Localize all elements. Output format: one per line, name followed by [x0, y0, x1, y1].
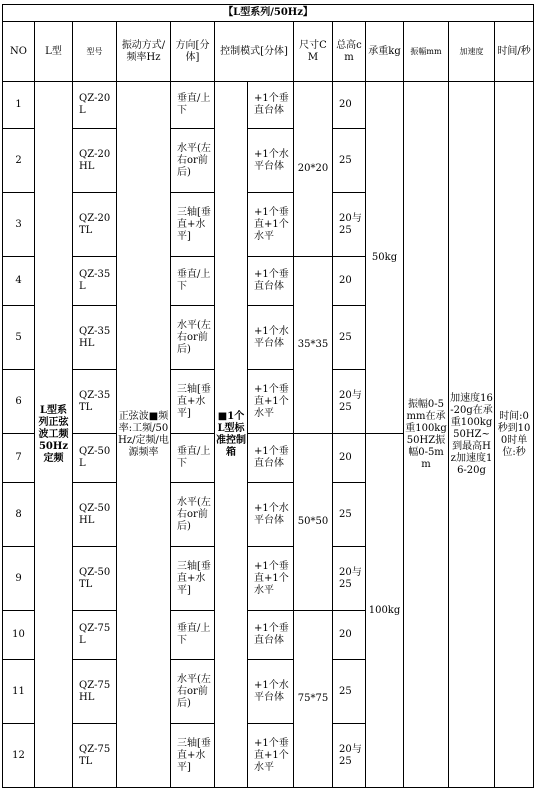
direction-cell: 三轴[垂直+水平]: [171, 193, 215, 257]
direction-cell: 水平(左右or前后): [171, 660, 215, 724]
height-cell: 25: [333, 306, 366, 370]
model-cell: QZ-75HL: [73, 660, 117, 724]
direction-cell: 水平(左右or前后): [171, 483, 215, 547]
header-load: 承重kg: [366, 22, 404, 82]
control-cell: +1个水平台体: [248, 483, 294, 547]
height-cell: 20: [333, 82, 366, 129]
height-cell: 20与25: [333, 370, 366, 434]
size-cell-35: 35*35: [294, 257, 333, 434]
model-cell: QZ-20TL: [73, 193, 117, 257]
row-no: 4: [3, 257, 35, 306]
control-cell: +1个垂直+1个水平: [248, 193, 294, 257]
header-amplitude: 振幅mm: [404, 22, 449, 82]
height-cell: 20: [333, 434, 366, 483]
header-vibration: 振动方式/频率Hz: [117, 22, 171, 82]
acceleration-cell: 加速度16-20g在承重100kg 50HZ~到最高Hz加速度16-20g: [449, 82, 495, 788]
header-height: 总高cm: [333, 22, 366, 82]
direction-cell: 水平(左右or前后): [171, 129, 215, 193]
model-cell: QZ-75TL: [73, 724, 117, 788]
title-row: [3, 5, 534, 22]
control-cell: +1个垂直+1个水平: [248, 370, 294, 434]
height-cell: 20与25: [333, 193, 366, 257]
direction-cell: 垂直/上下: [171, 611, 215, 660]
control-cell: +1个垂直台体: [248, 434, 294, 483]
spec-table: [2, 4, 534, 788]
direction-cell: 三轴[垂直+水平]: [171, 370, 215, 434]
control-cell: +1个垂直台体: [248, 611, 294, 660]
header-size: 尺寸CM: [294, 22, 333, 82]
header-time: 时间/秒: [495, 22, 534, 82]
direction-cell: 垂直/上下: [171, 434, 215, 483]
load-cell-100: 100kg: [366, 434, 404, 788]
row-no: 3: [3, 193, 35, 257]
header-ltype: L型: [35, 22, 73, 82]
row-no: 6: [3, 370, 35, 434]
header-model: 型号: [73, 22, 117, 82]
height-cell: 20: [333, 611, 366, 660]
row-no: 1: [3, 82, 35, 129]
model-cell: QZ-50TL: [73, 547, 117, 611]
height-cell: 20与25: [333, 547, 366, 611]
time-cell: 时间:0秒到100时单位:秒: [495, 82, 534, 788]
header-control: 控制模式[分体]: [215, 22, 294, 82]
height-cell: 25: [333, 483, 366, 547]
control-cell: +1个垂直+1个水平: [248, 547, 294, 611]
header-row: [3, 22, 534, 82]
header-acceleration: 加速度: [449, 22, 495, 82]
control-cell: +1个垂直台体: [248, 257, 294, 306]
height-cell: 25: [333, 660, 366, 724]
size-cell-20: 20*20: [294, 82, 333, 257]
l-type-cell: L型系列正弦波工频50Hz定频: [35, 82, 73, 788]
row-no: 11: [3, 660, 35, 724]
model-cell: QZ-50HL: [73, 483, 117, 547]
control-cell: +1个垂直+1个水平: [248, 724, 294, 788]
control-cell: +1个垂直台体: [248, 82, 294, 129]
amplitude-cell: 振幅0-5mm在承重100kg 50HZ振幅0-5mm: [404, 82, 449, 788]
height-cell: 25: [333, 129, 366, 193]
header-direction: 方向[分体]: [171, 22, 215, 82]
direction-cell: 垂直/上下: [171, 257, 215, 306]
height-cell: 20与25: [333, 724, 366, 788]
model-cell: QZ-20HL: [73, 129, 117, 193]
row-no: 10: [3, 611, 35, 660]
control-cell: +1个水平台体: [248, 129, 294, 193]
model-cell: QZ-50L: [73, 434, 117, 483]
direction-cell: 水平(左右or前后): [171, 306, 215, 370]
size-cell-75: 75*75: [294, 611, 333, 788]
height-cell: 20: [333, 257, 366, 306]
model-cell: QZ-35HL: [73, 306, 117, 370]
table-row: [3, 82, 534, 129]
vibration-cell: 正弦波■频率:工频/50Hz/定频/电源频率: [117, 82, 171, 788]
row-no: 8: [3, 483, 35, 547]
model-cell: QZ-20L: [73, 82, 117, 129]
row-no: 5: [3, 306, 35, 370]
control-cell: +1个水平台体: [248, 660, 294, 724]
row-no: 7: [3, 434, 35, 483]
size-cell-50: 50*50: [294, 434, 333, 611]
row-no: 2: [3, 129, 35, 193]
direction-cell: 垂直/上下: [171, 82, 215, 129]
direction-cell: 三轴[垂直+水平]: [171, 547, 215, 611]
row-no: 9: [3, 547, 35, 611]
model-cell: QZ-75L: [73, 611, 117, 660]
table-title: 【L型系列/50Hz】: [3, 5, 534, 22]
control-cell: +1个水平台体: [248, 306, 294, 370]
load-cell-50: 50kg: [366, 82, 404, 434]
direction-cell: 三轴[垂直+水平]: [171, 724, 215, 788]
row-no: 12: [3, 724, 35, 788]
control-box-cell: ■1个L型标准控制箱: [215, 82, 248, 788]
model-cell: QZ-35TL: [73, 370, 117, 434]
header-no: NO: [3, 22, 35, 82]
model-cell: QZ-35L: [73, 257, 117, 306]
